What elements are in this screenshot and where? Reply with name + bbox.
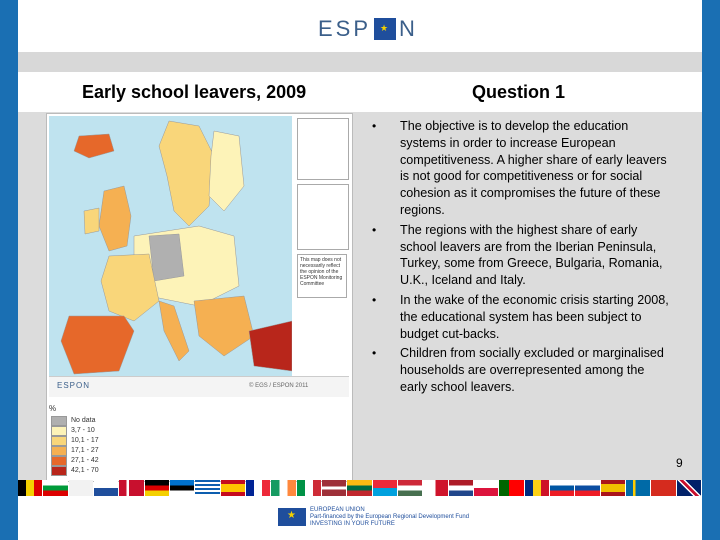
eu-star-icon (374, 18, 396, 40)
legend-label: 3,7 - 10 (71, 427, 95, 434)
flag-icon (575, 480, 599, 496)
espon-logo (318, 14, 418, 44)
flag-icon (297, 480, 321, 496)
question-title: Question 1 (472, 82, 566, 102)
map-footer (49, 376, 349, 397)
region-finland (209, 131, 244, 211)
right-accent-bar (702, 0, 720, 540)
bullet-list (370, 118, 670, 399)
bullet-symbol: • (372, 346, 377, 361)
flag-icon (94, 480, 118, 496)
region-italy (159, 301, 189, 361)
legend-swatch (51, 456, 67, 466)
legend-item (51, 426, 95, 435)
flag-icon (221, 480, 245, 496)
map-inset-islands (297, 118, 349, 180)
map-title: Early school leavers, 2009 (82, 82, 307, 102)
region-balkans (194, 296, 254, 356)
flag-icon (449, 480, 473, 496)
flag-icon (322, 480, 346, 496)
flag-icon (651, 480, 675, 496)
flag-icon (474, 480, 498, 496)
bullet-symbol: • (372, 222, 377, 237)
bullet-text: Children from socially excluded or marginalised households are overrepresented among the early school leavers. (400, 346, 664, 394)
legend-label: 27,1 - 42 (71, 457, 99, 464)
flag-icon (373, 480, 397, 496)
page-number: 9 (676, 456, 683, 470)
legend-swatch (51, 416, 67, 426)
flag-icon (170, 480, 194, 496)
flag-icon (145, 480, 169, 496)
region-scandinavia (159, 121, 214, 226)
europe-map (46, 113, 353, 482)
flag-icon (550, 480, 574, 496)
region-ireland (84, 208, 99, 234)
eu-line-1: EUROPEAN UNION (310, 507, 365, 513)
flag-icon (398, 480, 422, 496)
left-accent-bar (0, 0, 18, 540)
legend-item (51, 456, 99, 465)
legend-label: 17,1 - 27 (71, 447, 99, 454)
legend-swatch (51, 426, 67, 436)
map-credit: © EGS / ESPON 2011 (249, 383, 309, 389)
region-iberia (61, 316, 134, 374)
flag-icon (18, 480, 42, 496)
eu-line-3: INVESTING IN YOUR FUTURE (310, 521, 395, 527)
bullet-item (370, 345, 670, 395)
header-band (18, 52, 702, 72)
legend-item (51, 446, 99, 455)
region-turkey (249, 321, 292, 371)
map-disclaimer-note: This map does not necessarily reflect the opinion of the ESPON Monitoring Committee (297, 254, 347, 298)
flag-icon (69, 480, 93, 496)
flag-icon (499, 480, 523, 496)
eu-funding-text (310, 507, 469, 528)
region-uk (99, 186, 131, 251)
region-france (101, 254, 159, 321)
map-inset-overseas (297, 184, 349, 250)
legend-title: % (49, 404, 57, 413)
flag-icon (423, 480, 447, 496)
legend-swatch (51, 446, 67, 456)
legend-swatch (51, 436, 67, 446)
logo-text-left: ESP (318, 16, 372, 41)
bullet-text: The objective is to develop the education systems in order to increase European competitiveness. A higher share of early leavers is not good for competitiveness or for social cohesion as it compromises the future of these regions. (400, 119, 667, 217)
eu-flags-strip (18, 480, 702, 496)
legend-item (51, 436, 99, 445)
bullet-text: In the wake of the economic crisis starting 2008, the educational system has been subject to budget cut-backs. (400, 292, 669, 341)
flag-icon (677, 480, 701, 496)
flag-icon (626, 480, 650, 496)
europe-map-graphic (49, 116, 292, 376)
bullet-symbol: • (372, 119, 377, 133)
bullet-item (370, 292, 670, 342)
legend-label: No data (71, 417, 96, 424)
flag-icon (525, 480, 549, 496)
flag-icon (347, 480, 371, 496)
bullet-text: The regions with the highest share of early school leavers are from the Iberian Peninsula, Turkey, some from Greece, Bulgaria, Romania, U.K., Iceland and Italy. (400, 222, 663, 288)
flag-icon (246, 480, 270, 496)
legend-item (51, 466, 99, 475)
legend-swatch (51, 466, 67, 476)
map-area (49, 116, 292, 376)
bullet-symbol: • (372, 292, 377, 307)
region-germany (149, 234, 184, 281)
eu-line-2: Part-financed by the European Regional Development Fund (310, 514, 470, 520)
bullet-item (370, 118, 670, 219)
flag-icon (43, 480, 67, 496)
legend-label: 42,1 - 70 (71, 467, 99, 474)
bullet-item (370, 222, 670, 289)
flag-icon (119, 480, 143, 496)
flag-icon (271, 480, 295, 496)
logo-text-right: N (399, 16, 418, 41)
legend-item (51, 416, 96, 425)
flag-icon (195, 480, 219, 496)
legend-label: 10,1 - 17 (71, 437, 99, 444)
map-footer-logo: ESPON (57, 381, 91, 390)
eu-flag-icon: ★ (278, 508, 306, 526)
region-iceland (74, 134, 114, 158)
flag-icon (601, 480, 625, 496)
